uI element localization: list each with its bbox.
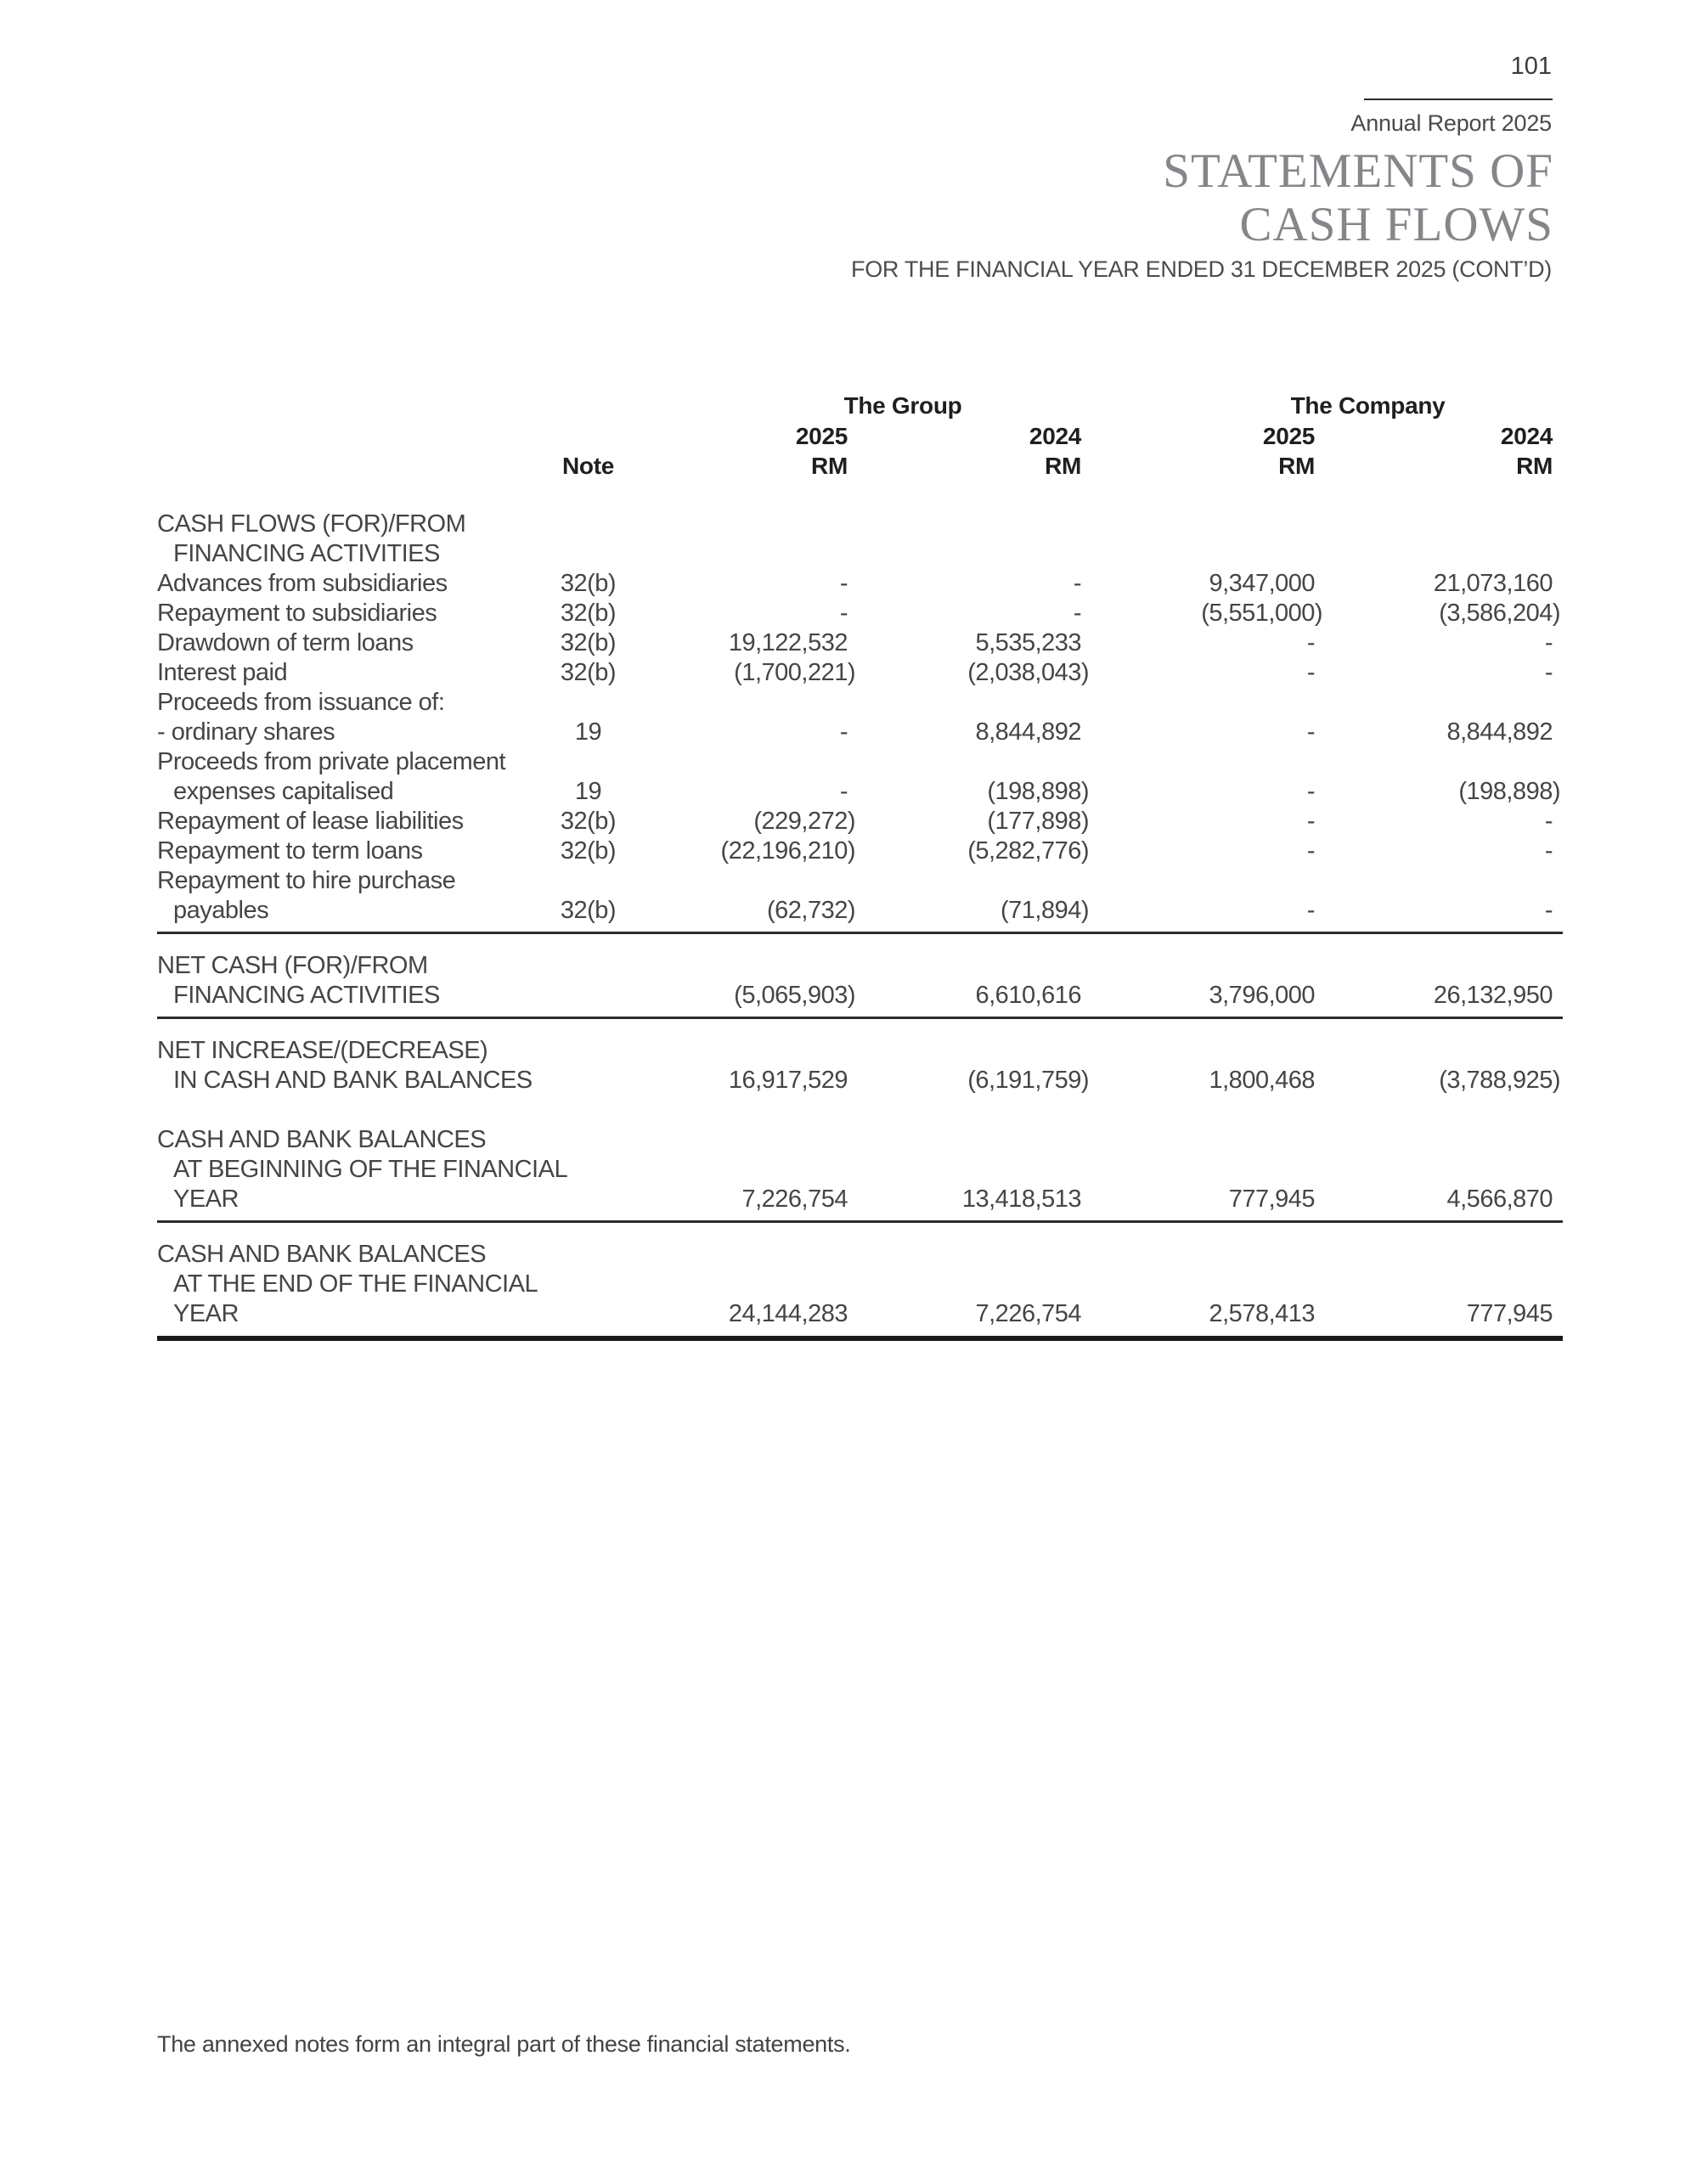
table-row bbox=[157, 777, 1563, 807]
row-label: CASH AND BANK BALANCES bbox=[157, 1241, 487, 1268]
table-row bbox=[157, 1270, 1563, 1299]
row-value-company-2024: 777,945 bbox=[1466, 1300, 1553, 1327]
row-value-company-2025: 3,796,000 bbox=[1209, 982, 1316, 1009]
header-gap-row bbox=[157, 481, 1563, 510]
row-value-company-2025: - bbox=[1306, 718, 1316, 746]
row-value-company-2025: - bbox=[1306, 808, 1316, 835]
row-value-company-2024 bbox=[1325, 866, 1563, 896]
row-label: Drawdown of term loans bbox=[157, 629, 414, 656]
row-value-group-2024: - bbox=[1073, 600, 1082, 627]
row-value-company-2024 bbox=[1325, 1036, 1563, 1066]
row-value-company-2024 bbox=[1325, 747, 1563, 777]
row-value-group-2025: 16,917,529 bbox=[728, 1067, 848, 1094]
row-value-group-2024: (71,894) bbox=[1001, 897, 1090, 924]
table-row bbox=[157, 1036, 1563, 1066]
table-row bbox=[157, 599, 1563, 628]
col-header-group-2025: 2025 bbox=[795, 422, 848, 449]
row-value-company-2025: - bbox=[1306, 897, 1316, 924]
row-value-company-2024: (198,898) bbox=[1458, 778, 1561, 805]
row-value-group-2024 bbox=[858, 510, 1091, 539]
row-value-company-2025 bbox=[1091, 688, 1325, 718]
col-header-group: The Group bbox=[843, 392, 962, 419]
row-value-group-2025 bbox=[633, 1155, 858, 1185]
table-row bbox=[157, 807, 1563, 836]
row-value-company-2024: - bbox=[1544, 897, 1553, 924]
row-value-group-2025 bbox=[633, 1240, 858, 1270]
row-value-group-2024 bbox=[858, 1240, 1091, 1270]
row-note bbox=[544, 1270, 633, 1299]
row-note bbox=[544, 981, 633, 1011]
page-title-line2: CASH FLOWS bbox=[1239, 198, 1553, 251]
row-note: 32(b) bbox=[560, 837, 617, 865]
row-label: Repayment to hire purchase bbox=[157, 867, 456, 894]
row-value-company-2024: 21,073,160 bbox=[1433, 570, 1553, 597]
row-value-company-2025: 2,578,413 bbox=[1209, 1300, 1316, 1327]
row-value-group-2025: (5,065,903) bbox=[734, 982, 855, 1009]
row-value-company-2025 bbox=[1091, 1240, 1325, 1270]
col-header-group-2024: 2024 bbox=[1029, 422, 1082, 449]
row-value-company-2025: - bbox=[1306, 629, 1316, 656]
table-rule bbox=[157, 1017, 1563, 1019]
row-label: NET INCREASE/(DECREASE) bbox=[157, 1037, 488, 1064]
row-value-group-2024: (5,282,776) bbox=[967, 837, 1090, 865]
unit-rm-group-2024: RM bbox=[1045, 452, 1082, 479]
header-spacer bbox=[157, 451, 544, 481]
row-note bbox=[544, 951, 633, 981]
row-value-group-2025 bbox=[633, 1036, 858, 1066]
row-value-group-2025: 19,122,532 bbox=[728, 629, 848, 656]
row-value-company-2024: (3,788,925) bbox=[1439, 1067, 1561, 1094]
table-row bbox=[157, 1066, 1563, 1095]
row-label: FINANCING ACTIVITIES bbox=[173, 982, 440, 1009]
row-value-group-2025: - bbox=[839, 718, 848, 746]
row-label: - ordinary shares bbox=[157, 718, 335, 746]
row-value-group-2024 bbox=[858, 1036, 1091, 1066]
col-header-company: The Company bbox=[1290, 392, 1446, 419]
row-value-group-2025 bbox=[633, 866, 858, 896]
row-value-group-2025 bbox=[633, 510, 858, 539]
annual-report-label: Annual Report 2025 bbox=[1350, 110, 1552, 136]
row-value-company-2025: - bbox=[1306, 837, 1316, 865]
row-value-group-2024: (6,191,759) bbox=[967, 1067, 1090, 1094]
row-value-company-2025: - bbox=[1306, 659, 1316, 686]
row-value-group-2024: 8,844,892 bbox=[975, 718, 1082, 746]
row-note bbox=[544, 1066, 633, 1095]
page-subtitle: FOR THE FINANCIAL YEAR ENDED 31 DECEMBER 2025 (CONT’D) bbox=[851, 256, 1552, 282]
row-value-group-2025 bbox=[633, 747, 858, 777]
row-label: Repayment to term loans bbox=[157, 837, 423, 865]
row-note: 19 bbox=[574, 778, 602, 805]
row-label: Interest paid bbox=[157, 659, 288, 686]
header-spacer bbox=[544, 421, 633, 451]
row-value-group-2024: 6,610,616 bbox=[975, 982, 1082, 1009]
row-note: 32(b) bbox=[560, 570, 617, 597]
year-header-row bbox=[157, 421, 1563, 451]
table-header bbox=[157, 391, 1563, 510]
row-value-company-2024: (3,586,204) bbox=[1439, 600, 1561, 627]
table-rule bbox=[157, 1220, 1563, 1223]
row-note: 32(b) bbox=[560, 600, 617, 627]
row-value-group-2025: (22,196,210) bbox=[720, 837, 855, 865]
row-value-company-2024 bbox=[1325, 510, 1563, 539]
row-value-company-2025 bbox=[1091, 1125, 1325, 1155]
row-value-group-2024: (198,898) bbox=[987, 778, 1090, 805]
cash-flow-table bbox=[157, 391, 1563, 1353]
row-value-company-2025: 1,800,468 bbox=[1209, 1067, 1316, 1094]
row-label: AT BEGINNING OF THE FINANCIAL bbox=[173, 1156, 568, 1183]
table-row bbox=[157, 1011, 1563, 1036]
row-value-group-2025: 24,144,283 bbox=[728, 1300, 848, 1327]
row-note bbox=[544, 866, 633, 896]
table-row bbox=[157, 1125, 1563, 1155]
table-row bbox=[157, 510, 1563, 539]
row-value-group-2024 bbox=[858, 747, 1091, 777]
row-value-group-2025: - bbox=[839, 600, 848, 627]
row-value-company-2025: (5,551,000) bbox=[1201, 600, 1323, 627]
row-value-company-2024: 8,844,892 bbox=[1446, 718, 1553, 746]
table-row bbox=[157, 1185, 1563, 1214]
row-value-company-2025 bbox=[1091, 1155, 1325, 1185]
row-value-group-2024: 7,226,754 bbox=[975, 1300, 1082, 1327]
row-value-group-2025 bbox=[633, 539, 858, 569]
row-value-group-2025: 7,226,754 bbox=[741, 1186, 848, 1213]
row-label: YEAR bbox=[173, 1300, 239, 1327]
page-number: 101 bbox=[1510, 53, 1552, 80]
col-header-company-2024: 2024 bbox=[1500, 422, 1553, 449]
row-label: Advances from subsidiaries bbox=[157, 570, 448, 597]
unit-header-row bbox=[157, 451, 1563, 481]
row-value-group-2025: - bbox=[839, 778, 848, 805]
row-value-group-2024 bbox=[858, 866, 1091, 896]
row-note: 32(b) bbox=[560, 897, 617, 924]
row-value-company-2024: 26,132,950 bbox=[1433, 982, 1553, 1009]
row-value-company-2024 bbox=[1325, 1240, 1563, 1270]
row-value-group-2024: 13,418,513 bbox=[961, 1186, 1082, 1213]
row-value-company-2024: - bbox=[1544, 837, 1553, 865]
row-value-company-2024 bbox=[1325, 951, 1563, 981]
row-value-group-2024 bbox=[858, 1125, 1091, 1155]
header-rule bbox=[1364, 99, 1553, 100]
row-value-company-2025 bbox=[1091, 510, 1325, 539]
row-note: 32(b) bbox=[560, 629, 617, 656]
table-row bbox=[157, 569, 1563, 599]
row-note bbox=[544, 688, 633, 718]
row-value-company-2025 bbox=[1091, 951, 1325, 981]
table-row bbox=[157, 1329, 1563, 1353]
row-value-group-2024 bbox=[858, 1155, 1091, 1185]
row-note: 19 bbox=[574, 718, 602, 746]
row-label: payables bbox=[173, 897, 269, 924]
table-row bbox=[157, 658, 1563, 688]
col-header-note: Note bbox=[561, 452, 615, 479]
row-value-group-2024: 5,535,233 bbox=[975, 629, 1082, 656]
table-row bbox=[157, 836, 1563, 866]
row-value-group-2024 bbox=[858, 951, 1091, 981]
row-value-company-2024 bbox=[1325, 1125, 1563, 1155]
row-value-group-2025 bbox=[633, 1270, 858, 1299]
row-value-company-2024 bbox=[1325, 539, 1563, 569]
row-value-group-2025: - bbox=[839, 570, 848, 597]
row-value-group-2024 bbox=[858, 1270, 1091, 1299]
table-row bbox=[157, 981, 1563, 1011]
table-row bbox=[157, 926, 1563, 951]
row-value-group-2025: (1,700,221) bbox=[734, 659, 855, 686]
row-note bbox=[544, 1240, 633, 1270]
row-value-group-2025 bbox=[633, 1125, 858, 1155]
col-header-company-2025: 2025 bbox=[1262, 422, 1316, 449]
row-note bbox=[544, 1299, 633, 1329]
row-value-group-2024 bbox=[858, 688, 1091, 718]
unit-rm-company-2024: RM bbox=[1516, 452, 1553, 479]
row-value-company-2024 bbox=[1325, 1155, 1563, 1185]
table-row bbox=[157, 539, 1563, 569]
row-value-group-2024 bbox=[858, 539, 1091, 569]
row-note bbox=[544, 1036, 633, 1066]
row-note bbox=[544, 1125, 633, 1155]
row-value-company-2024 bbox=[1325, 688, 1563, 718]
footnote: The annexed notes form an integral part of these financial statements. bbox=[157, 2031, 851, 2057]
table-row bbox=[157, 1095, 1563, 1125]
header-spacer bbox=[157, 421, 544, 451]
group-company-header-row bbox=[157, 391, 1563, 421]
row-label: YEAR bbox=[173, 1186, 239, 1213]
table-row bbox=[157, 1155, 1563, 1185]
row-note bbox=[544, 747, 633, 777]
table-row bbox=[157, 747, 1563, 777]
table-body bbox=[157, 510, 1563, 1353]
table-row bbox=[157, 951, 1563, 981]
row-value-group-2024: - bbox=[1073, 570, 1082, 597]
row-value-company-2024 bbox=[1325, 1270, 1563, 1299]
row-value-group-2025: (62,732) bbox=[766, 897, 855, 924]
table-rule bbox=[157, 932, 1563, 934]
table-row bbox=[157, 896, 1563, 926]
row-value-group-2025 bbox=[633, 688, 858, 718]
row-value-company-2024: - bbox=[1544, 659, 1553, 686]
row-note: 32(b) bbox=[560, 659, 617, 686]
row-label: Repayment to subsidiaries bbox=[157, 600, 437, 627]
row-value-company-2024: - bbox=[1544, 808, 1553, 835]
row-value-company-2025 bbox=[1091, 866, 1325, 896]
table-rule-thick bbox=[157, 1336, 1563, 1341]
unit-rm-company-2025: RM bbox=[1278, 452, 1316, 479]
table-row bbox=[157, 1240, 1563, 1270]
row-note bbox=[544, 510, 633, 539]
row-label: CASH AND BANK BALANCES bbox=[157, 1126, 487, 1153]
row-label: NET CASH (FOR)/FROM bbox=[157, 952, 428, 979]
page-title bbox=[1163, 144, 1553, 251]
row-value-company-2025 bbox=[1091, 1036, 1325, 1066]
page-title-line1: STATEMENTS OF bbox=[1163, 144, 1553, 198]
row-label: Proceeds from private placement bbox=[157, 748, 506, 775]
table-row bbox=[157, 718, 1563, 747]
table-row bbox=[157, 688, 1563, 718]
row-label: expenses capitalised bbox=[173, 778, 394, 805]
table-row bbox=[157, 1214, 1563, 1240]
row-value-company-2024: 4,566,870 bbox=[1446, 1186, 1553, 1213]
row-value-company-2025 bbox=[1091, 747, 1325, 777]
row-value-company-2025: 777,945 bbox=[1228, 1186, 1316, 1213]
table-row bbox=[157, 866, 1563, 896]
row-label: AT THE END OF THE FINANCIAL bbox=[173, 1270, 538, 1298]
row-value-group-2025 bbox=[633, 951, 858, 981]
row-label: Proceeds from issuance of: bbox=[157, 689, 445, 716]
row-value-company-2025 bbox=[1091, 539, 1325, 569]
row-value-group-2024: (177,898) bbox=[987, 808, 1090, 835]
row-label: IN CASH AND BANK BALANCES bbox=[173, 1067, 533, 1094]
row-value-group-2025: (229,272) bbox=[753, 808, 855, 835]
row-value-group-2024: (2,038,043) bbox=[967, 659, 1090, 686]
row-value-company-2025: 9,347,000 bbox=[1209, 570, 1316, 597]
row-note bbox=[544, 539, 633, 569]
row-note: 32(b) bbox=[560, 808, 617, 835]
row-value-company-2025 bbox=[1091, 1270, 1325, 1299]
unit-rm-group-2025: RM bbox=[811, 452, 848, 479]
table-row bbox=[157, 1299, 1563, 1329]
table-row bbox=[157, 628, 1563, 658]
row-label: Repayment of lease liabilities bbox=[157, 808, 464, 835]
row-value-company-2024: - bbox=[1544, 629, 1553, 656]
header-spacer bbox=[157, 391, 633, 421]
row-label: CASH FLOWS (FOR)/FROM bbox=[157, 510, 466, 538]
row-label: FINANCING ACTIVITIES bbox=[173, 540, 440, 567]
row-note bbox=[544, 1185, 633, 1214]
row-value-company-2025: - bbox=[1306, 778, 1316, 805]
